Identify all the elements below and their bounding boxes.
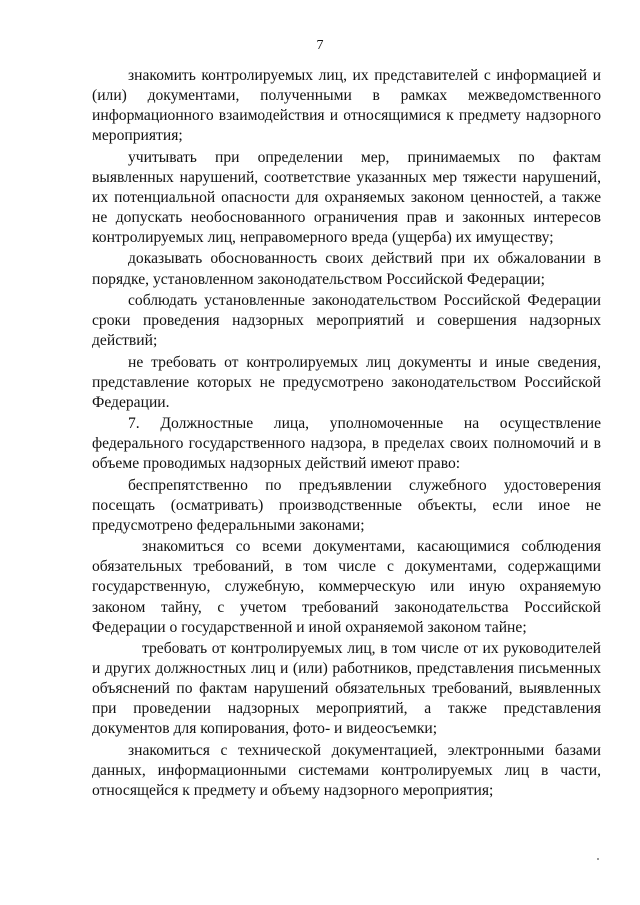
paragraph-prove-validity: доказывать обоснованность своих действий при их обжаловании в порядке, установленном законодательством Российской Федерации; xyxy=(92,250,601,288)
paragraph-clause-7-rights: 7. Должностные лица, уполномоченные на осуществление федерального государственного надзора, в пределах своих полномочий и в объеме проводимых надзорных действий имеют право: xyxy=(92,415,601,473)
paragraph-technical-documentation: знакомиться с технической документацией, электронными базами данных, информационными системами контролируемых лиц в части, относящейся к предмету и объему надзорного мероприятия; xyxy=(92,741,601,799)
paragraph-no-extra-documents: не требовать от контролируемых лиц документы и иные сведения, представление которых не предусмотрено законодательством Российской Федерации. xyxy=(92,353,601,411)
body-text xyxy=(92,66,601,802)
page-number: 7 xyxy=(316,38,324,53)
paragraph-review-documents: знакомиться со всеми документами, касающимися соблюдения обязательных требований, в том числе с документами, содержащими государственную, служебную, коммерческую или иную охраняемую законом тайну, с учетом требований законодательства Российской Федерации о государственной и иной охраняемой законом тайне; xyxy=(92,538,601,636)
paragraph-visit-objects: беспрепятственно по предъявлении служебного удостоверения посещать (осматривать) производственные объекты, если иное не предусмотрено федеральными законами; xyxy=(92,476,601,534)
paragraph-request-explanations: требовать от контролируемых лиц, в том числе от их руководителей и других должностных лиц и (или) работников, представления письменных объяснений по фактам нарушений обязательных требований, выявленных при проведении надзорных мероприятий, а также представления документов для копирования, фото- и видеосъемки; xyxy=(92,640,601,738)
paragraph-consider-measures: учитывать при определении мер, принимаемых по фактам выявленных нарушений, соответствие указанных мер тяжести нарушений, их потенциальной опасности для охраняемых законом ценностей, а также не допускать необоснованного ограничения прав и законных интересов контролируемых лиц, неправомерного вреда (ущерба) их имуществу; xyxy=(92,148,601,247)
paragraph-inform-controlled-persons: знакомить контролируемых лиц, их представителей с информацией и (или) документами, полученными в рамках межведомственного информационного взаимодействия и относящимися к предмету надзорного мероприятия; xyxy=(92,67,601,145)
paragraph-observe-deadlines: соблюдать установленные законодательством Российской Федерации сроки проведения надзорных мероприятий и совершения надзорных действий; xyxy=(92,291,601,350)
scan-speck xyxy=(597,858,599,860)
